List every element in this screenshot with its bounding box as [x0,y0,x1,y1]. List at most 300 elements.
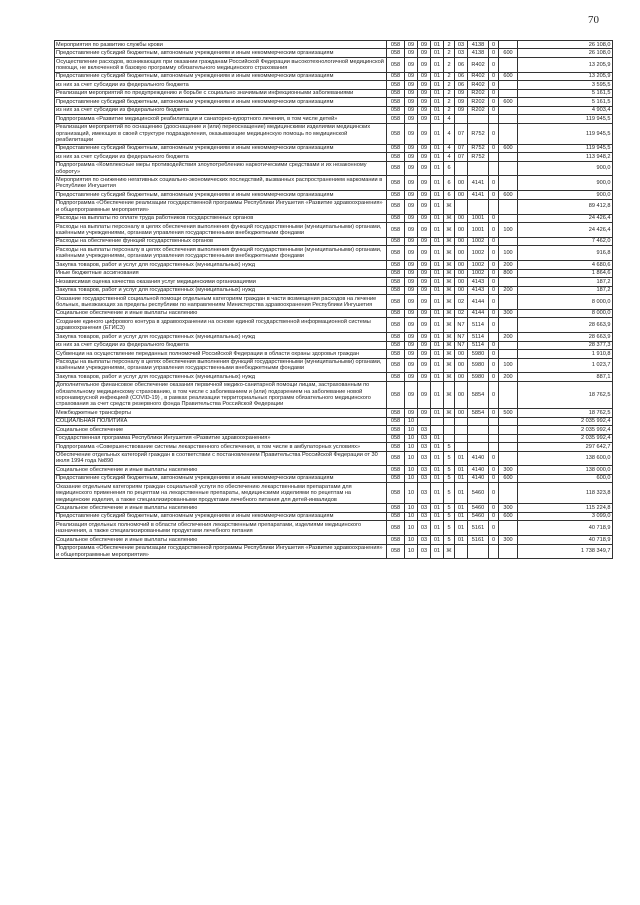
code-program: 01 [431,451,444,466]
row-name: Независимая оценка качества оказания услуг медицинскими организациями [55,278,387,286]
code-expense-type [499,417,518,425]
code-direction: 5114 [468,318,489,333]
row-amount: 113 948,2 [518,153,613,161]
code-extra [489,426,499,434]
row-amount: 18 762,5 [518,381,613,408]
code-subsection: 09 [418,278,431,286]
row-name: Реализация мероприятий по предупреждению и борьбе с социально значимыми инфекционными заболеваниями [55,89,387,97]
code-subprogram: Ж [444,237,455,245]
code-program: 01 [431,199,444,214]
row-amount: 115 224,8 [518,504,613,512]
code-subprogram: 5 [444,443,455,451]
code-main-event: 00 [455,373,468,381]
code-subprogram: Ж [444,295,455,310]
row-amount: 1 023,7 [518,358,613,373]
code-subprogram: 5 [444,451,455,466]
code-program [431,417,444,425]
code-extra: 0 [489,214,499,222]
table-row [55,512,613,520]
row-amount: 119 945,5 [518,144,613,152]
code-main-event [455,115,468,123]
code-section: 10 [405,544,418,559]
code-program: 01 [431,544,444,559]
code-direction [468,115,489,123]
row-amount: 187,2 [518,286,613,294]
row-amount: 887,1 [518,373,613,381]
code-subsection: 03 [418,426,431,434]
code-subsection: 09 [418,246,431,261]
row-amount: 18 762,5 [518,409,613,417]
code-main-event: 07 [455,123,468,144]
code-subprogram: 4 [444,153,455,161]
code-extra: 0 [489,358,499,373]
code-ved: 058 [387,544,405,559]
code-main-event [455,426,468,434]
code-ved: 058 [387,333,405,341]
code-expense-type: 300 [499,504,518,512]
code-subsection: 09 [418,381,431,408]
code-direction: 5114 [468,341,489,349]
code-subprogram: Ж [444,199,455,214]
code-extra: 0 [489,237,499,245]
code-expense-type: 200 [499,333,518,341]
code-direction: 5980 [468,373,489,381]
code-ved: 058 [387,278,405,286]
code-program: 01 [431,269,444,277]
code-expense-type [499,350,518,358]
code-direction: 1002 [468,237,489,245]
code-program: 01 [431,350,444,358]
code-subsection [418,417,431,425]
row-amount: 28 377,3 [518,341,613,349]
code-subsection: 09 [418,237,431,245]
code-extra [489,417,499,425]
code-subsection: 09 [418,358,431,373]
code-ved: 058 [387,451,405,466]
row-amount: 1 864,6 [518,269,613,277]
code-program: 01 [431,286,444,294]
code-ved: 058 [387,536,405,544]
row-amount: 187,2 [518,278,613,286]
code-expense-type [499,451,518,466]
code-subprogram: Ж [444,350,455,358]
code-subprogram: Ж [444,286,455,294]
code-section: 09 [405,49,418,57]
table-row [55,434,613,442]
code-expense-type: 600 [499,144,518,152]
table-row [55,295,613,310]
table-row [55,536,613,544]
row-amount: 119 945,5 [518,115,613,123]
code-main-event: 01 [455,451,468,466]
code-extra: 0 [489,98,499,106]
code-subprogram: Ж [444,381,455,408]
code-ved: 058 [387,237,405,245]
code-subprogram: Ж [444,269,455,277]
code-extra: 0 [489,49,499,57]
code-expense-type: 600 [499,72,518,80]
code-program: 01 [431,72,444,80]
code-subprogram: 5 [444,466,455,474]
code-program: 01 [431,176,444,191]
code-expense-type: 600 [499,98,518,106]
code-subsection: 09 [418,223,431,238]
code-expense-type [499,318,518,333]
code-extra: 0 [489,409,499,417]
code-program: 01 [431,358,444,373]
table-row [55,381,613,408]
code-program: 01 [431,115,444,123]
code-extra: 0 [489,318,499,333]
code-ved: 058 [387,318,405,333]
code-expense-type [499,278,518,286]
row-amount: 89 412,8 [518,199,613,214]
code-program: 01 [431,474,444,482]
table-row [55,443,613,451]
code-subsection: 09 [418,286,431,294]
row-name: из них за счет субсидии из федерального бюджета [55,341,387,349]
code-expense-type [499,443,518,451]
code-subsection: 03 [418,521,431,536]
code-ved: 058 [387,434,405,442]
code-ved: 058 [387,144,405,152]
code-subprogram: 2 [444,72,455,80]
code-subsection: 09 [418,261,431,269]
code-subsection: 09 [418,295,431,310]
code-section: 09 [405,153,418,161]
code-section: 09 [405,81,418,89]
code-ved: 058 [387,512,405,520]
code-main-event [455,544,468,559]
code-extra: 0 [489,309,499,317]
code-subprogram: Ж [444,358,455,373]
code-section: 09 [405,57,418,72]
code-direction: 5460 [468,512,489,520]
code-program [431,426,444,434]
code-main-event: N7 [455,341,468,349]
code-ved: 058 [387,106,405,114]
row-amount: 3 099,0 [518,512,613,520]
code-section: 10 [405,434,418,442]
row-amount: 24 426,4 [518,223,613,238]
table-row [55,57,613,72]
code-ved: 058 [387,115,405,123]
code-subsection: 03 [418,443,431,451]
table-row [55,373,613,381]
code-subprogram: Ж [444,223,455,238]
code-main-event: 07 [455,144,468,152]
row-name: Предоставление субсидий бюджетным, автономным учреждениям и иным некоммерческим организациям [55,49,387,57]
code-subprogram: 5 [444,474,455,482]
code-subsection: 03 [418,544,431,559]
row-name: Мероприятия по развитию службы крови [55,41,387,49]
row-name: Расходы на выплаты персоналу в целях обеспечения выполнения функций государственными (муниципальными) органами, казёнными учреждениями, органами управления государственными внебюджетными фондами [55,246,387,261]
code-main-event: 09 [455,89,468,97]
code-ved: 058 [387,161,405,176]
row-amount: 4 903,4 [518,106,613,114]
code-subsection: 09 [418,409,431,417]
code-subprogram: 2 [444,81,455,89]
row-name: Закупка товаров, работ и услуг для государственных (муниципальных) нужд [55,286,387,294]
code-main-event: 03 [455,41,468,49]
code-main-event: 00 [455,223,468,238]
code-expense-type [499,381,518,408]
code-ved: 058 [387,89,405,97]
code-expense-type: 300 [499,309,518,317]
row-name: Иные бюджетные ассигнования [55,269,387,277]
code-subsection: 09 [418,72,431,80]
code-program: 01 [431,409,444,417]
code-subsection: 09 [418,214,431,222]
row-amount: 900,0 [518,161,613,176]
code-main-event [455,199,468,214]
code-extra: 0 [489,223,499,238]
table-row [55,358,613,373]
row-name: Субвенции на осуществление переданных полномочий Российской Федерации в области охраны здоровья граждан [55,350,387,358]
code-section: 09 [405,246,418,261]
table-row [55,81,613,89]
row-name: Социальное обеспечение и иные выплаты населению [55,504,387,512]
code-expense-type [499,426,518,434]
row-name: Предоставление субсидий бюджетным, автономным учреждениям и иным некоммерческим организациям [55,144,387,152]
table-row [55,318,613,333]
code-program: 01 [431,309,444,317]
code-direction: 5114 [468,333,489,341]
code-section: 09 [405,286,418,294]
table-row [55,153,613,161]
table-row [55,89,613,97]
code-direction [468,417,489,425]
code-subsection: 09 [418,341,431,349]
code-main-event: 01 [455,521,468,536]
code-expense-type: 800 [499,269,518,277]
code-main-event: 00 [455,381,468,408]
table-row [55,483,613,504]
table-row [55,246,613,261]
code-direction [468,443,489,451]
code-expense-type [499,176,518,191]
row-amount: 900,0 [518,176,613,191]
row-amount: 1 910,8 [518,350,613,358]
code-section: 09 [405,350,418,358]
code-subsection: 09 [418,333,431,341]
code-subsection: 09 [418,269,431,277]
code-subsection: 09 [418,49,431,57]
code-ved: 058 [387,417,405,425]
code-subsection: 09 [418,161,431,176]
code-direction: R402 [468,81,489,89]
code-expense-type: 300 [499,536,518,544]
code-extra: 0 [489,521,499,536]
code-ved: 058 [387,199,405,214]
code-ved: 058 [387,176,405,191]
code-subsection: 09 [418,41,431,49]
code-section: 09 [405,115,418,123]
code-section: 09 [405,237,418,245]
code-direction: 4138 [468,49,489,57]
table-row [55,161,613,176]
code-program: 01 [431,49,444,57]
code-main-event: 06 [455,81,468,89]
code-extra: 0 [489,350,499,358]
code-main-event: 02 [455,309,468,317]
code-expense-type [499,199,518,214]
row-amount: 26 108,0 [518,41,613,49]
row-name: Мероприятия по снижению негативных социально-экономических последствий, вызванных распространением наркомании в Республике Ингушетия [55,176,387,191]
code-subprogram: 5 [444,483,455,504]
row-name: Предоставление субсидий бюджетным, автономным учреждениям и иным некоммерческим организациям [55,191,387,199]
row-amount: 297 642,7 [518,443,613,451]
row-name: из них за счет субсидии из федерального бюджета [55,81,387,89]
code-subsection: 03 [418,474,431,482]
code-extra: 0 [489,246,499,261]
table-row [55,223,613,238]
row-amount: 5 161,5 [518,89,613,97]
code-subsection: 09 [418,57,431,72]
code-main-event: 00 [455,214,468,222]
code-section: 09 [405,341,418,349]
code-subprogram: 2 [444,106,455,114]
code-section: 10 [405,483,418,504]
code-direction: 4143 [468,286,489,294]
code-ved: 058 [387,504,405,512]
code-direction: 1002 [468,269,489,277]
code-section: 09 [405,72,418,80]
row-amount: 8 000,0 [518,309,613,317]
code-expense-type [499,106,518,114]
code-direction: 4144 [468,309,489,317]
code-subsection: 09 [418,373,431,381]
code-program: 01 [431,341,444,349]
code-ved: 058 [387,72,405,80]
row-amount: 2 035 992,4 [518,426,613,434]
code-program: 01 [431,483,444,504]
table-row [55,333,613,341]
code-direction: R402 [468,57,489,72]
code-extra: 0 [489,191,499,199]
code-program: 01 [431,106,444,114]
code-expense-type [499,214,518,222]
code-program: 01 [431,278,444,286]
row-name: Обеспечение отдельных категорий граждан в соответствии с постановлением Правительства Российской Федерации от 30 июля 1994 года №890 [55,451,387,466]
code-expense-type: 200 [499,261,518,269]
code-extra: 0 [489,89,499,97]
code-section: 10 [405,451,418,466]
code-section: 10 [405,426,418,434]
code-ved: 058 [387,295,405,310]
code-subprogram: 5 [444,512,455,520]
row-amount: 3 595,5 [518,81,613,89]
row-name: Подпрограмма «Обеспечение реализации государственной программы Республики Ингушетия «Развитие здравоохранения» и общепрограммные мероприятия» [55,544,387,559]
budget-table [54,40,613,559]
code-main-event: 00 [455,191,468,199]
code-extra: 0 [489,106,499,114]
code-main-event [455,417,468,425]
code-ved: 058 [387,483,405,504]
table-row [55,544,613,559]
code-direction: 5460 [468,504,489,512]
code-section: 09 [405,191,418,199]
table-row [55,191,613,199]
code-program: 01 [431,153,444,161]
code-program: 01 [431,161,444,176]
code-direction: 4140 [468,451,489,466]
code-section: 09 [405,214,418,222]
table-row [55,269,613,277]
row-name: Социальное обеспечение и иные выплаты населению [55,466,387,474]
code-section: 09 [405,373,418,381]
code-program: 01 [431,373,444,381]
table-row [55,49,613,57]
code-section: 09 [405,41,418,49]
code-direction: 1001 [468,214,489,222]
code-direction: 1001 [468,223,489,238]
code-program: 01 [431,123,444,144]
code-extra: 0 [489,483,499,504]
budget-table-body [55,41,613,559]
row-name: СОЦИАЛЬНАЯ ПОЛИТИКА [55,417,387,425]
code-direction [468,434,489,442]
code-ved: 058 [387,214,405,222]
code-expense-type [499,41,518,49]
code-extra: 0 [489,373,499,381]
code-direction: R752 [468,144,489,152]
code-section: 09 [405,199,418,214]
code-subprogram: 6 [444,161,455,176]
code-extra: 0 [489,81,499,89]
code-subprogram: Ж [444,261,455,269]
code-ved: 058 [387,341,405,349]
code-extra: 0 [489,286,499,294]
code-main-event: N7 [455,333,468,341]
code-extra: 0 [489,451,499,466]
code-direction [468,544,489,559]
code-expense-type [499,295,518,310]
table-row [55,504,613,512]
code-subsection: 09 [418,176,431,191]
code-ved: 058 [387,98,405,106]
code-main-event [455,434,468,442]
code-direction: 5161 [468,536,489,544]
code-ved: 058 [387,123,405,144]
row-amount: 7 462,0 [518,237,613,245]
table-row [55,417,613,425]
table-row [55,261,613,269]
row-name: Реализация мероприятий по оснащению (дооснащение и (или) переоснащение) медицинскими изделиями медицинских организаций, имеющих в своей структуре подразделения, оказывающие медицинскую помощь по медицинской реабилитации [55,123,387,144]
code-ved: 058 [387,350,405,358]
row-name: Подпрограмма «Совершенствование системы лекарственного обеспечения, в том числе в амбулаторных условиях» [55,443,387,451]
code-expense-type: 600 [499,191,518,199]
row-amount: 26 108,0 [518,49,613,57]
table-row [55,350,613,358]
code-ved: 058 [387,286,405,294]
code-direction: R202 [468,106,489,114]
code-ved: 058 [387,373,405,381]
code-subprogram: 6 [444,191,455,199]
code-section: 10 [405,474,418,482]
code-ved: 058 [387,191,405,199]
code-section: 09 [405,318,418,333]
code-direction: 4143 [468,278,489,286]
row-amount: 900,0 [518,191,613,199]
row-amount: 4 680,6 [518,261,613,269]
code-program: 01 [431,318,444,333]
table-row [55,426,613,434]
code-ved: 058 [387,521,405,536]
code-direction [468,199,489,214]
code-section: 10 [405,536,418,544]
code-extra: 0 [489,504,499,512]
